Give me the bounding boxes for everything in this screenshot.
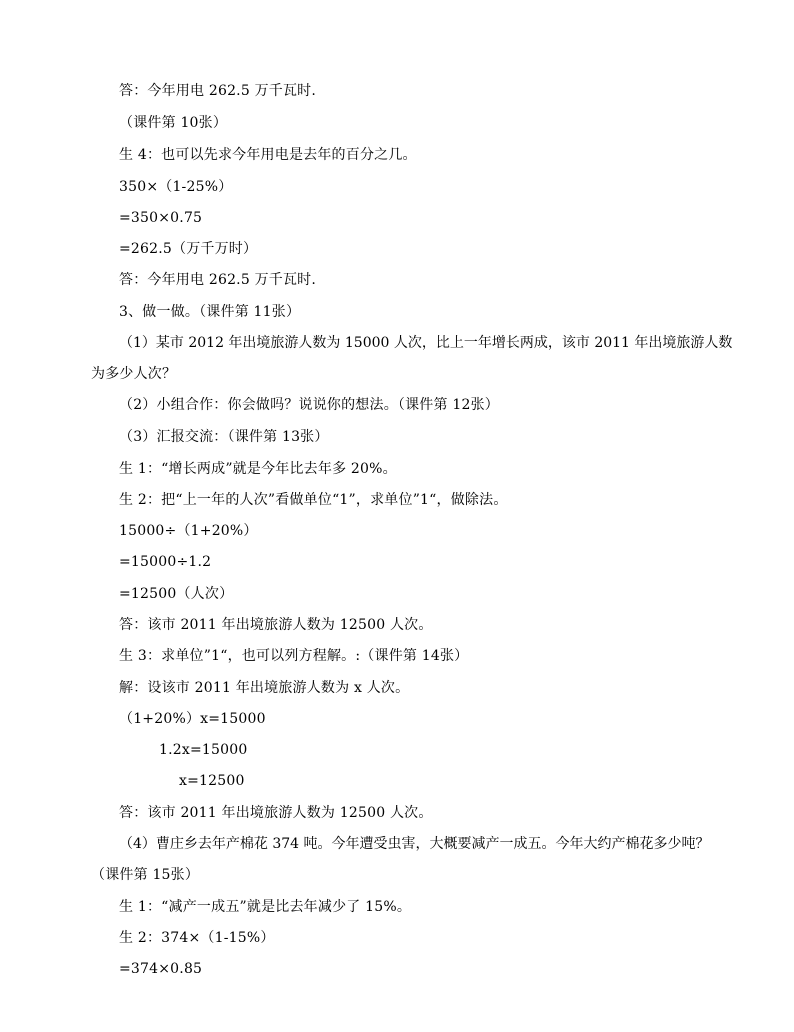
text-line-student-2b: 生 2：374×（1-15%） <box>119 930 275 946</box>
text-line-problem-1-cont: 为多少人次？ <box>91 366 177 382</box>
text-line-problem-1: （1）某市 2012 年出境旅游人数为 15000 人次，比上一年增长两成，该市 2011 年出境旅游人数 <box>119 335 733 351</box>
text-line-item-3: （3）汇报交流：（课件第 13张） <box>119 429 329 445</box>
text-line-formula-2: =350×0.75 <box>119 210 203 226</box>
text-line-answer-1: 答：今年用电 262.5 万千瓦时. <box>119 83 317 99</box>
text-line-formula-1: 350×（1-25%） <box>119 179 233 195</box>
text-line-formula-7: =374×0.85 <box>119 961 203 977</box>
text-line-problem-4: （4）曹庄乡去年产棉花 374 吨。今年遭受虫害，大概要减产一成五。今年大约产棉花多少吨？ <box>119 836 710 852</box>
text-line-answer-2: 答：今年用电 262.5 万千瓦时. <box>119 272 317 288</box>
text-line-formula-6: =12500（人次） <box>119 586 234 602</box>
text-line-formula-4: 15000÷（1+20%） <box>119 523 258 539</box>
text-line-student-1: 生 1：“增长两成”就是今年比去年多 20%。 <box>119 461 397 477</box>
text-line-solution: 解：设该市 2011 年出境旅游人数为 x 人次。 <box>119 680 410 696</box>
text-line-slide-15: （课件第 15张） <box>91 867 200 883</box>
text-line-student-3: 生 3：求单位”1“，也可以列方程解。:（课件第 14张） <box>119 648 469 664</box>
text-line-formula-5: =15000÷1.2 <box>119 554 212 570</box>
text-line-equation-2: 1.2x=15000 <box>159 742 248 758</box>
text-line-formula-3: =262.5（万千万时） <box>119 241 258 257</box>
text-line-student-2: 生 2：把“上一年的人次”看做单位“1”，求单位”1“，做除法。 <box>119 492 508 508</box>
text-line-answer-4: 答：该市 2011 年出境旅游人数为 12500 人次。 <box>119 805 433 821</box>
text-line-student-1b: 生 1：“减产一成五”就是比去年减少了 15%。 <box>119 899 412 915</box>
text-line-slide-10: （课件第 10张） <box>119 115 228 131</box>
text-line-section-3: 3、做一做。（课件第 11张） <box>119 304 301 320</box>
text-line-student-4: 生 4：也可以先求今年用电是去年的百分之几。 <box>119 147 417 163</box>
text-line-answer-3: 答：该市 2011 年出境旅游人数为 12500 人次。 <box>119 617 433 633</box>
text-line-equation-1: （1+20%）x=15000 <box>119 711 266 727</box>
text-line-equation-3: x=12500 <box>179 773 245 789</box>
text-line-item-2: （2）小组合作：你会做吗？说说你的想法。（课件第 12张） <box>119 397 499 413</box>
